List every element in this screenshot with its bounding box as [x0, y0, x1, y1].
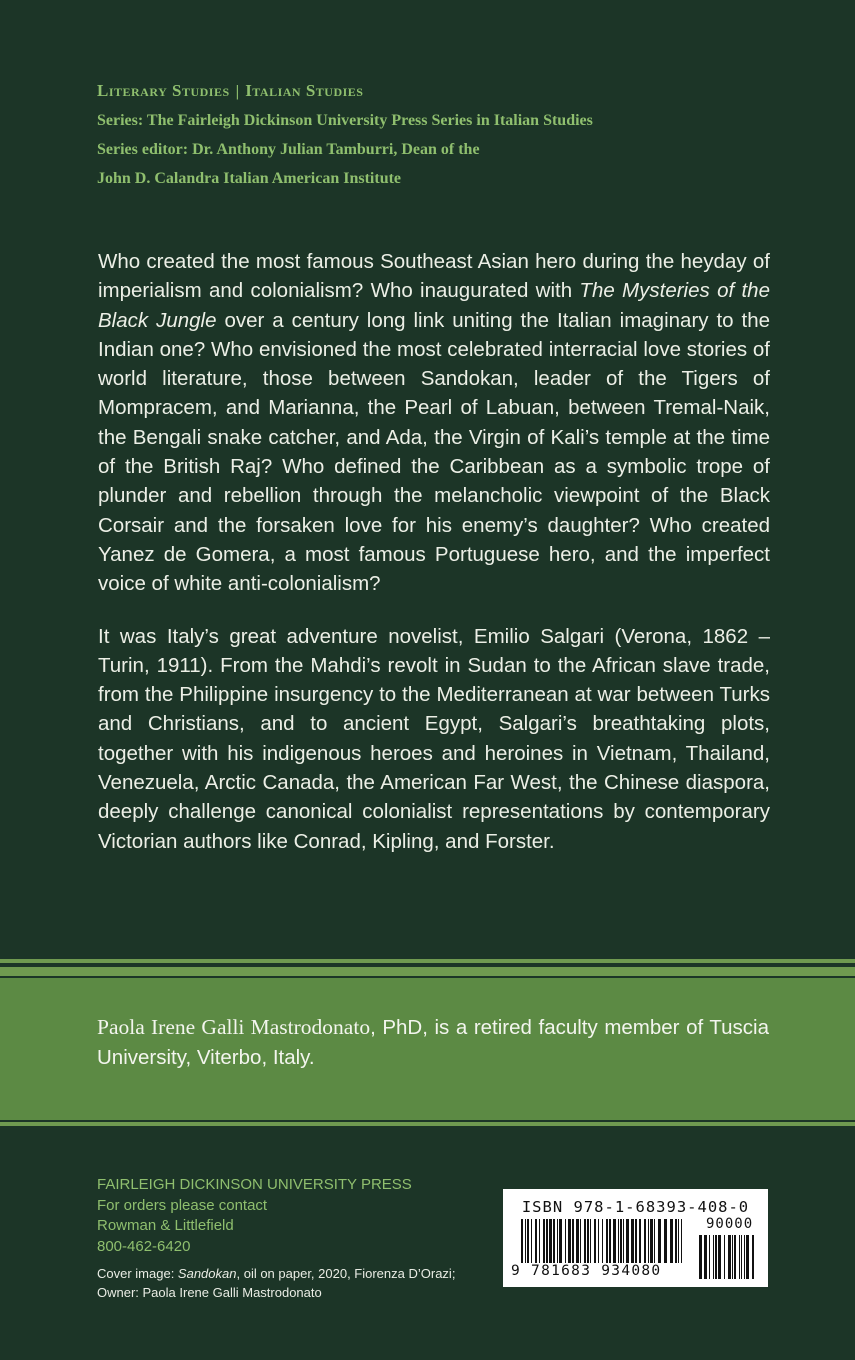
barcode-bar — [715, 1235, 717, 1279]
barcode-bar — [525, 1219, 526, 1263]
barcode-bar — [681, 1219, 682, 1263]
barcode-bar — [565, 1219, 566, 1263]
barcode-bar — [613, 1219, 616, 1263]
barcode-bar — [746, 1235, 749, 1279]
cover-credit-label: Cover image: — [97, 1266, 178, 1281]
barcode-bar — [527, 1219, 529, 1263]
barcode-bar — [606, 1219, 608, 1263]
barcode-bar — [618, 1219, 619, 1263]
distributor-name: Rowman & Littlefield — [97, 1217, 234, 1234]
category-italian-studies: Italian Studies — [245, 81, 364, 100]
barcode-bar — [699, 1235, 702, 1279]
blurb-paragraph-2: It was Italy’s great adventure novelist, Emilio Salgari (Verona, 1862 – Turin, 1911). From the Mahdi’s revolt in Sudan to the African slave trade, from the Philippine insurgency to the Mediterranean at war between Turks and Christians, and to ancient Egypt, Salgari’s breathtaking plots, together with his indigenous heroes and heroines in Vietnam, Thailand, Venezuela, Arctic Canada, the American Far West, the Chinese diaspora, deeply challenge canonical colonialist representations by contemporary Victorian authors like Conrad, Kipling, and Forster. — [98, 624, 770, 853]
barcode-bar — [521, 1219, 523, 1263]
barcode-bar — [549, 1219, 552, 1263]
barcode-bar — [732, 1235, 733, 1279]
barcode-bar — [718, 1235, 721, 1279]
barcode-bar — [658, 1219, 661, 1263]
barcode-bar — [623, 1219, 624, 1263]
barcode-bar — [670, 1219, 673, 1263]
barcode-bar — [584, 1219, 586, 1263]
isbn-barcode — [503, 1189, 768, 1287]
barcode-bar — [635, 1219, 637, 1263]
phone-number: 800-462-6420 — [97, 1237, 191, 1255]
barcode-addon-digits: 90000 — [706, 1216, 754, 1232]
barcode-bar — [598, 1219, 599, 1263]
blurb-paragraph-1 — [98, 247, 770, 599]
barcode-bar — [546, 1219, 548, 1263]
barcode-bar — [543, 1219, 545, 1263]
barcode-bar — [557, 1219, 558, 1263]
blurb-p1-start: Who created the most famous Southeast Asian hero during the heyday of imperialism and colonialism? Who inaugurated with — [98, 250, 770, 303]
barcode-bar — [602, 1219, 603, 1263]
barcode-bar — [594, 1219, 596, 1263]
barcode-bar — [675, 1219, 677, 1263]
barcode-bar — [704, 1235, 707, 1279]
institute-line: John D. Calandra Italian American Institute — [97, 170, 402, 187]
divider-stripe-top-thick — [0, 967, 855, 976]
book-blurb — [98, 247, 770, 879]
barcode-bar — [752, 1235, 754, 1279]
author-bio-text: , PhD, is a retired faculty member of Tuscia University, Viterbo, Italy. — [97, 1016, 769, 1069]
barcode-digits: 9 781683 934080 — [511, 1263, 662, 1279]
barcode-bar — [626, 1219, 629, 1263]
barcode-bar — [580, 1219, 581, 1263]
barcode-bar — [664, 1219, 667, 1263]
barcode-bar — [644, 1219, 646, 1263]
barcode-bar — [728, 1235, 731, 1279]
barcode-bar — [724, 1235, 725, 1279]
cover-credit-details: , oil on paper, 2020, Fiorenza D’Orazi; — [236, 1266, 456, 1281]
barcode-bar — [539, 1219, 540, 1263]
barcode-bar — [609, 1219, 611, 1263]
barcode-bar — [741, 1235, 742, 1279]
barcode-bar — [576, 1219, 579, 1263]
barcode-bar — [650, 1219, 653, 1263]
barcode-bar — [531, 1219, 532, 1263]
category-line — [97, 76, 797, 106]
barcode-bar — [553, 1219, 555, 1263]
barcode-bar — [739, 1235, 740, 1279]
orders-line: For orders please contact — [97, 1196, 268, 1214]
barcode-bar — [648, 1219, 649, 1263]
barcode-bar — [744, 1235, 745, 1279]
barcode-bar — [678, 1219, 679, 1263]
barcode-bar — [713, 1235, 714, 1279]
barcode-bar — [639, 1219, 641, 1263]
series-line: Series: The Fairleigh Dickinson University Press Series in Italian Studies — [97, 112, 593, 129]
barcode-bar — [620, 1219, 622, 1263]
publisher-info — [97, 1175, 477, 1257]
barcode-bar — [631, 1219, 634, 1263]
cover-credit — [97, 1265, 477, 1302]
barcode-bar — [590, 1219, 591, 1263]
cover-credit-line-2: Owner: Paola Irene Galli Mastrodonato — [97, 1284, 322, 1300]
barcode-bar — [709, 1235, 710, 1279]
barcode-bar — [654, 1219, 655, 1263]
category-literary-studies: Literary Studies — [97, 81, 230, 100]
barcode-bar — [559, 1219, 562, 1263]
blurb-book-title: The Mysteries of the Black Jungle — [98, 279, 770, 332]
barcode-bar — [734, 1235, 736, 1279]
cover-artwork-title: Sandokan — [177, 1266, 237, 1281]
series-editor-line: Series editor: Dr. Anthony Julian Tamburri, Dean of the — [97, 141, 480, 158]
author-name: Paola Irene Galli Mastrodonato — [97, 1015, 371, 1039]
series-header — [97, 76, 797, 193]
isbn-label: ISBN 978-1-68393-408-0 — [521, 1198, 750, 1216]
publisher-name: FAIRLEIGH DICKINSON UNIVERSITY PRESS — [97, 1176, 412, 1193]
divider-stripe-bottom — [0, 1122, 855, 1126]
author-bio — [97, 1013, 769, 1072]
barcode-bar — [535, 1219, 537, 1263]
barcode-bar — [572, 1219, 574, 1263]
barcode-bar — [587, 1219, 589, 1263]
blurb-p1-end: over a century long link uniting the Italian imaginary to the Indian one? Who envisioned the most celebrated interracial love stories of world literature, those between Sandokan, leader of the Tigers of Mompracem, and Marianna, the Pearl of Labuan, between Tremal-Naik, the Bengali snake catcher, and Ada, the Virgin of Kali’s temple at the time of the British Raj? Who defined the Caribbean as a symbolic trope of plunder and rebellion through the melancholic viewpoint of the Black Corsair and the forsaken love for his enemy’s daughter? Who created Yanez de Gomera, a most famous Portuguese hero, and the imperfect voice of white anti-colonialism? — [98, 308, 771, 596]
cover-credit-line-1 — [97, 1265, 477, 1284]
category-separator: | — [235, 83, 240, 100]
divider-stripe-top-thin — [0, 959, 855, 963]
barcode-bar — [568, 1219, 571, 1263]
